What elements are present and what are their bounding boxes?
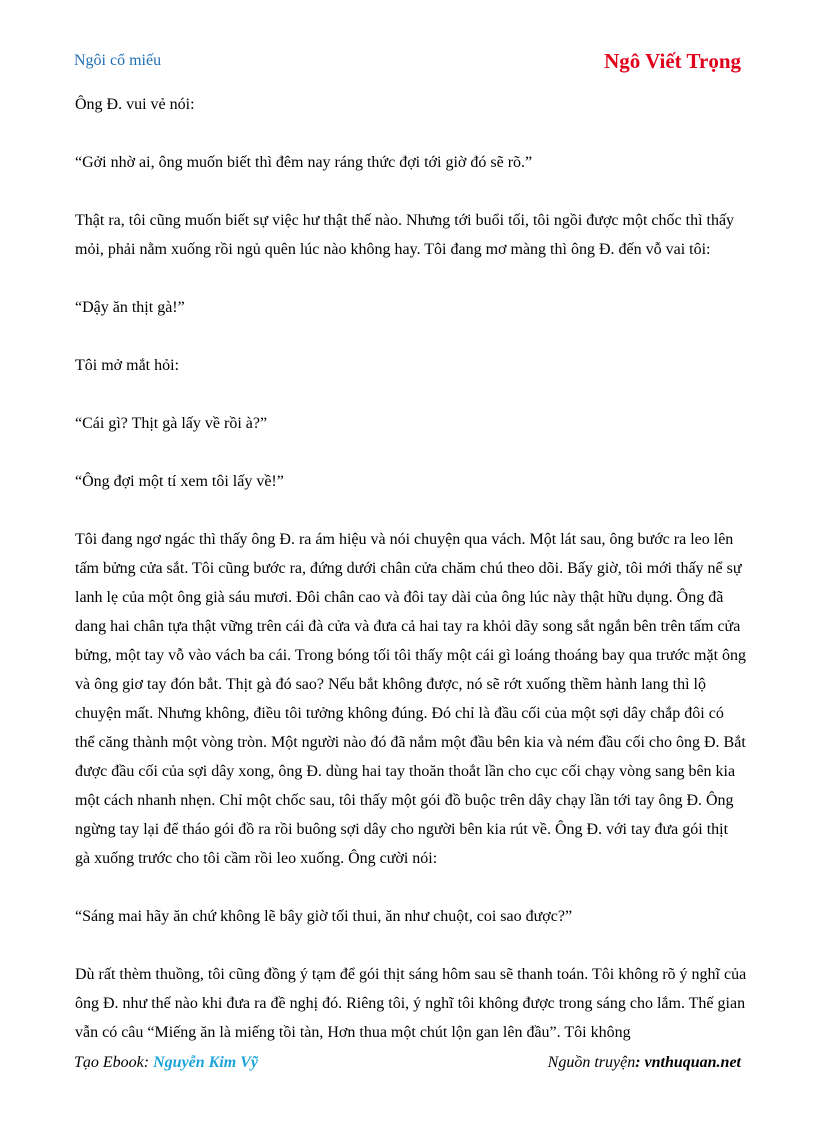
paragraph: Tôi đang ngơ ngác thì thấy ông Đ. ra ám hiệu và nói chuyện qua vách. Một lát sau, ông bước ra leo lên tấm bửng cửa sắt. Tôi cũng bước ra, đứng dưới chân cửa chăm chú theo dõi. Bấy giờ, tôi mới thấy nể sự lanh lẹ của một ông già sáu mươi. Đôi chân cao và đôi tay dài của ông lúc này thật hữu dụng. Ông đã dang hai chân tựa thật vững trên cái đà cửa và đưa cả hai tay ra khỏi dãy song sắt ngắn bên trên tấm cửa bửng, một tay vỗ vào vách ba cái. Trong bóng tối tôi thấy một cái gì loáng thoáng bay qua trước mặt ông và ông giơ tay đón bắt. Thịt gà đó sao? Nếu bắt không được, nó sẽ rớt xuống thềm hành lang thì lộ chuyện mất. Nhưng không, điều tôi tưởng không đúng. Đó chỉ là đầu cối của một sợi dây chắp đôi có thể căng thành một vòng tròn. Một người nào đó đã nắm một đầu bên kia và ném đầu cối cho ông Đ. Bắt được đầu cối của sợi dây xong, ông Đ. dùng hai tay thoăn thoắt lần cho cục cối chạy vòng sang bên kia một cách nhanh nhẹn. Chỉ một chốc sau, tôi thấy một gói đồ buộc trên dây chạy lần tới tay ông Đ. Ông ngừng tay lại để tháo gói đồ ra rồi buông sợi dây cho người bên kia rút về. Ông Đ. với tay đưa gói thịt gà xuống trước cho tôi cầm rồi leo xuống. Ông cười nói: bbox=[75, 531, 747, 867]
ebook-credit: Tạo Ebook: Nguyễn Kim Vỹ bbox=[74, 1054, 258, 1071]
paragraph: Thật ra, tôi cũng muốn biết sự việc hư thật thế nào. Nhưng tới buổi tối, tôi ngồi được một chốc thì thấy mỏi, phải nằm xuống rồi ngủ quên lúc nào không hay. Tôi đang mơ màng thì ông Đ. đến vỗ vai tôi: bbox=[75, 212, 735, 258]
paragraph: Dù rất thèm thuồng, tôi cũng đồng ý tạm để gói thịt sáng hôm sau sẽ thanh toán. Tôi không rõ ý nghĩ của ông Đ. như thế nào khi đưa ra đề nghị đó. Riêng tôi, ý nghĩ tôi không được trong sáng cho lắm. Thế gian vẫn có câu “Miếng ăn là miếng tồi tàn, Hơn thua một chút lộn gan lên đầu”. Tôi không bbox=[75, 966, 747, 1041]
source-credit: Nguồn truyện: vnthuquan.net bbox=[547, 1054, 741, 1071]
source-site: vnthuquan.net bbox=[644, 1054, 741, 1071]
paragraph: Tôi mở mắt hỏi: bbox=[75, 357, 180, 374]
paragraph: “Cái gì? Thịt gà lấy về rồi à?” bbox=[75, 415, 268, 432]
paragraph: “Ông đợi một tí xem tôi lấy về!” bbox=[75, 473, 284, 490]
author-name: Ngô Viết Trọng bbox=[604, 49, 741, 73]
ebook-creator-name: Nguyễn Kim Vỹ bbox=[153, 1054, 258, 1071]
book-title: Ngôi cổ miếu bbox=[74, 52, 162, 69]
source-credit-label: Nguồn truyện bbox=[547, 1054, 636, 1071]
paragraph: Ông Đ. vui vẻ nói: bbox=[75, 96, 195, 113]
paragraph: “Gởi nhờ ai, ông muốn biết thì đêm nay ráng thức đợi tới giờ đó sẽ rõ.” bbox=[75, 154, 533, 171]
paragraph: “Sáng mai hãy ăn chứ không lẽ bây giờ tối thui, ăn như chuột, coi sao được?” bbox=[75, 908, 573, 925]
paragraph: “Dậy ăn thịt gà!” bbox=[75, 299, 185, 316]
document-body bbox=[75, 90, 747, 1076]
ebook-credit-label: Tạo Ebook bbox=[74, 1054, 144, 1071]
